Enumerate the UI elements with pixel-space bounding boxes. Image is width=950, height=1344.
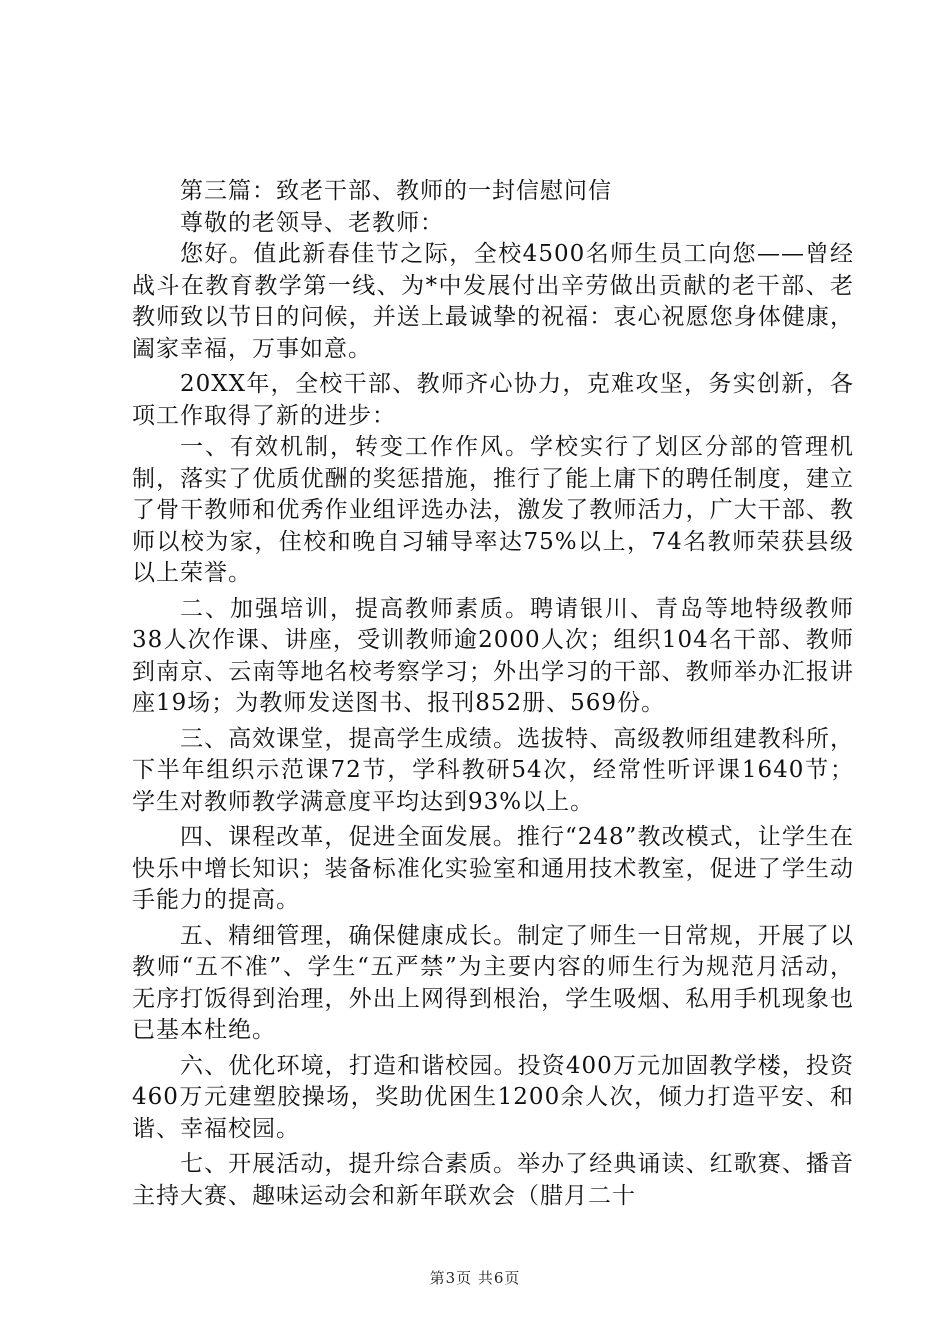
document-body (132, 176, 854, 1212)
document-title: 第三篇：致老干部、教师的一封信慰问信 (180, 178, 612, 204)
salutation: 尊敬的老领导、老教师： (180, 209, 444, 236)
paragraph-item-7: 七、开展活动，提升综合素质。举办了经典诵读、红歌赛、播音主持大赛、趣味运动会和新年联欢会（腊月二十 (132, 1151, 854, 1209)
paragraph-greeting: 您好。值此新春佳节之际，全校4500名师生员工向您——曾经战斗在教育教学第一线、为*中发展付出辛劳做出贡献的老干部、老教师致以节日的问候，并送上最诚挚的祝福：衷心祝愿您身体健康，阖家幸福，万事如意。 (132, 241, 854, 362)
paragraph-item-6: 六、优化环境，打造和谐校园。投资400万元加固教学楼，投资460万元建塑胶操场，奖助优困生1200余人次，倾力打造平安、和谐、幸福校园。 (132, 1052, 854, 1142)
paragraph-item-1: 一、有效机制，转变工作作风。学校实行了划区分部的管理机制，落实了优质优酬的奖惩措施，推行了能上庸下的聘任制度，建立了骨干教师和优秀作业组评选办法，激发了教师活力，广大干部、教师以校为家，住校和晚自习辅导率达75%以上，74名教师荣获县级以上荣誉。 (132, 434, 854, 586)
paragraph-item-2: 二、加强培训，提高教师素质。聘请银川、青岛等地特级教师38人次作课、讲座，受训教师逾2000人次；组织104名干部、教师到南京、云南等地名校考察学习；外出学习的干部、教师举办汇报讲座19场；为教师发送图书、报刊852册、569份。 (132, 595, 854, 716)
paragraph-item-3: 三、高效课堂，提高学生成绩。选拔特、高级教师组建教科所，下半年组织示范课72节，学科教研54次，经常性听评课1640节；学生对教师教学满意度平均达到93%以上。 (132, 725, 854, 815)
page-number-footer: 第3页 共6页 (429, 1269, 521, 1287)
paragraph-item-5: 五、精细管理，确保健康成长。制定了师生一日常规，开展了以教师“五不准”、学生“五严禁”为主要内容的师生行为规范月活动，无序打饭得到治理，外出上网得到根治，学生吸烟、私用手机现象也已基本杜绝。 (132, 922, 854, 1043)
paragraph-summary: 20XX年，全校干部、教师齐心协力，克难攻坚，务实创新，各项工作取得了新的进步： (132, 371, 854, 429)
paragraph-item-4: 四、课程改革，促进全面发展。推行“248”教改模式，让学生在快乐中增长知识；装备标准化实验室和通用技术教室，促进了学生动手能力的提高。 (132, 824, 854, 913)
